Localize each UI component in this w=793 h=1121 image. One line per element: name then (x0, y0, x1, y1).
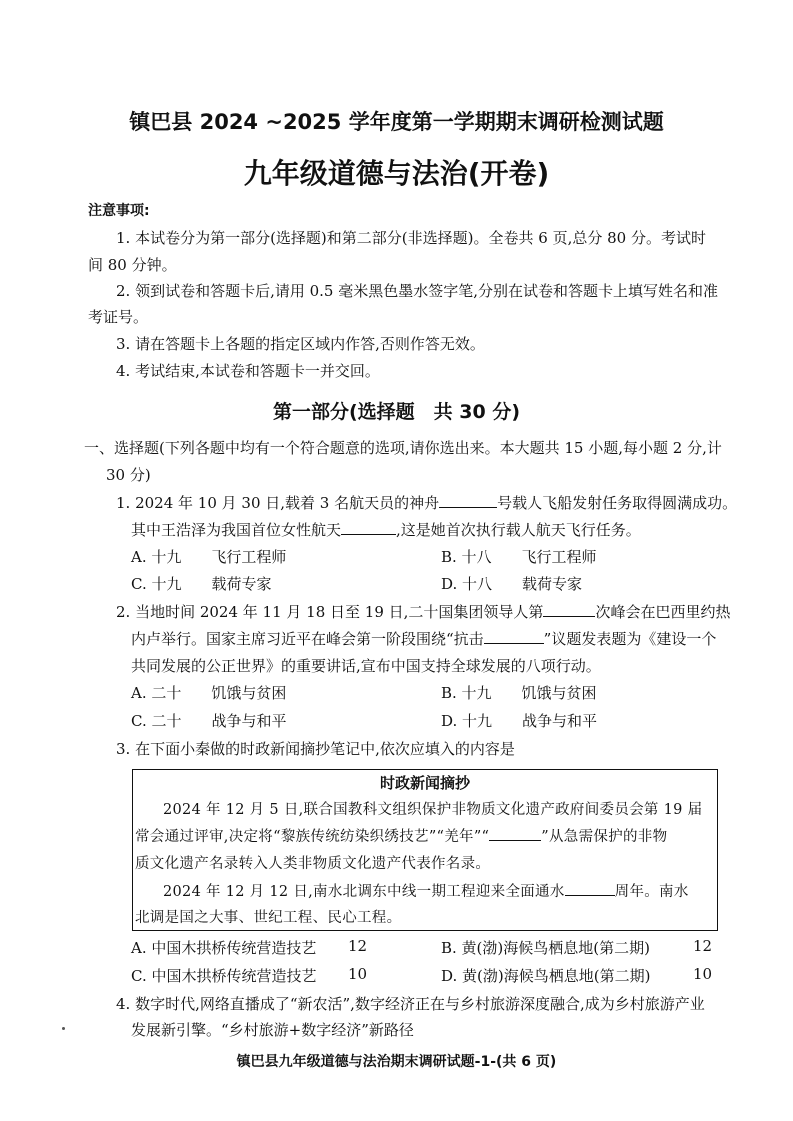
exam-title: 镇巴县 2024 ~2025 学年度第一学期期末调研检测试题 (129, 110, 664, 134)
scan-speck (62, 1027, 65, 1030)
q2-blank-2 (484, 629, 544, 644)
note-1-line-2: 间 80 分钟。 (88, 256, 177, 274)
q3-option-b-number: 12 (693, 937, 713, 955)
page-footer: 镇巴县九年级道德与法治期末调研试题-1-(共 6 页) (236, 1054, 557, 1070)
q1-blank-1 (439, 493, 497, 508)
q1-stem-line-2: 其中王浩泽为我国首位女性航天 ,这是她首次执行载人航天飞行任务。 (131, 521, 641, 539)
note-1-line-1: 1. 本试卷分为第一部分(选择题)和第二部分(非选择题)。全卷共 6 页,总分 80 分。考试时 (116, 229, 706, 247)
news-excerpt-title: 时政新闻摘抄 (379, 774, 470, 792)
news-excerpt-line-4: 2024 年 12 月 12 日,南水北调东中线一期工程迎来全面通水 周年。南水 (163, 880, 689, 901)
q2-option-b: B. 十九 饥饿与贫困 (441, 684, 597, 702)
q2-blank-1 (543, 602, 595, 617)
q1-stem-line-1: 1. 2024 年 10 月 30 日,载着 3 名航天员的神舟 号载人飞船发射任务取得圆满成功。 (116, 494, 738, 512)
q4-stem-line-2: 发展新引擎。“乡村旅游+数字经济”新路径 (131, 1021, 414, 1039)
q1-option-b: B. 十八 飞行工程师 (441, 548, 597, 566)
q4-stem-line-1: 4. 数字时代,网络直播成了“新农活”,数字经济正在与乡村旅游深度融合,成为乡村旅游产业 (116, 995, 705, 1013)
note-2-line-1: 2. 领到试卷和答题卡后,请用 0.5 毫米黑色墨水签字笔,分别在试卷和答题卡上填写姓名和准 (116, 282, 719, 300)
q3-option-a-number: 12 (348, 937, 368, 955)
note-4: 4. 考试结束,本试卷和答题卡一并交回。 (116, 362, 380, 380)
section-1-title: 第一部分(选择题 共 30 分) (272, 401, 521, 423)
q3-option-d: D. 黄(渤)海候鸟栖息地(第二期) (441, 967, 651, 985)
exam-subtitle: 九年级道德与法治(开卷) (243, 157, 550, 190)
q3-blank-1 (489, 826, 541, 841)
q2-stem-line-3: 共同发展的公正世界》的重要讲话,宣布中国支持全球发展的八项行动。 (131, 657, 601, 675)
q3-blank-2 (565, 881, 615, 896)
q3-option-b: B. 黄(渤)海候鸟栖息地(第二期) (441, 939, 650, 957)
q3-option-c-number: 10 (348, 965, 368, 983)
q2-stem-line-1: 2. 当地时间 2024 年 11 月 18 日至 19 日,二十国集团领导人第 次峰会在巴西里约热 (116, 603, 731, 621)
q2-option-c: C. 二十 战争与和平 (131, 712, 287, 730)
q2-option-d: D. 十九 战争与和平 (441, 712, 598, 730)
q2-option-a: A. 二十 饥饿与贫困 (131, 684, 287, 702)
q3-option-c: C. 中国木拱桥传统营造技艺 (131, 967, 317, 985)
section-1-instructions-line-2: 30 分) (106, 466, 151, 484)
q3-stem: 3. 在下面小秦做的时政新闻摘抄笔记中,依次应填入的内容是 (116, 740, 515, 758)
q1-option-c: C. 十九 载荷专家 (131, 575, 272, 593)
section-1-instructions-line-1: 一、选择题(下列各题中均有一个符合题意的选项,请你选出来。本大题共 15 小题,每小题 2 分,计 (84, 439, 722, 457)
q2-stem-line-2: 内卢举行。国家主席习近平在峰会第一阶段围绕“抗击 ”议题发表题为《建设一个 (131, 630, 717, 648)
news-excerpt-line-2: 常会通过评审,决定将“黎族传统纺染织绣技艺”“羌年”“ ”从急需保护的非物 (135, 825, 667, 846)
note-2-line-2: 考证号。 (88, 308, 149, 326)
q3-option-d-number: 10 (693, 965, 713, 983)
q1-option-a: A. 十九 飞行工程师 (131, 548, 287, 566)
news-excerpt-line-1: 2024 年 12 月 5 日,联合国教科文组织保护非物质文化遗产政府间委员会第 19 届 (163, 802, 703, 818)
q3-option-a: A. 中国木拱桥传统营造技艺 (131, 939, 317, 957)
q1-blank-2 (341, 520, 396, 535)
notes-heading: 注意事项: (88, 203, 150, 219)
note-3: 3. 请在答题卡上各题的指定区域内作答,否则作答无效。 (116, 335, 485, 353)
q1-option-d: D. 十八 载荷专家 (441, 575, 583, 593)
news-excerpt-line-3: 质文化遗产名录转入人类非物质文化遗产代表作名录。 (135, 856, 491, 872)
news-excerpt-line-5: 北调是国之大事、世纪工程、民心工程。 (135, 910, 402, 926)
